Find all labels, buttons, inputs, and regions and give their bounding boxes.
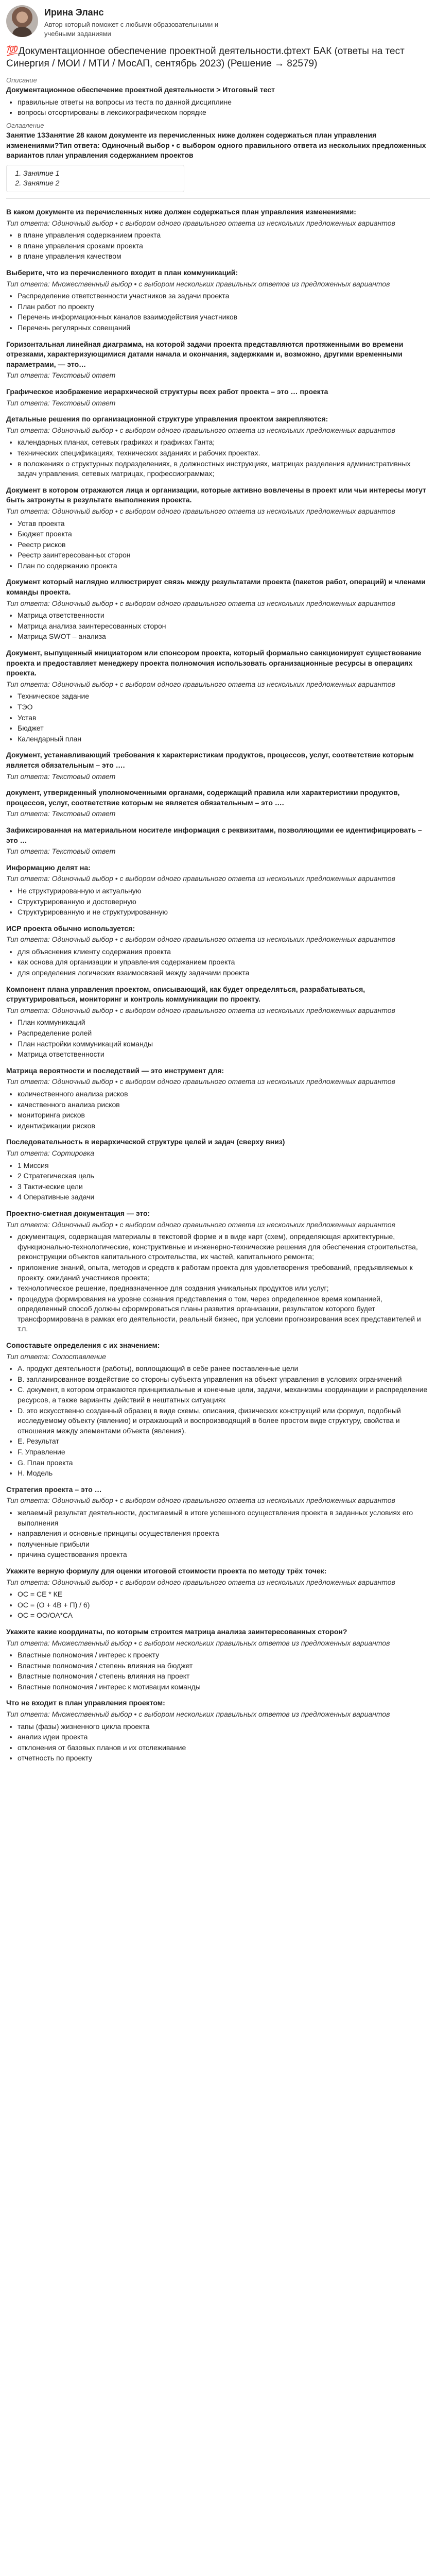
description-label: Описание (6, 76, 37, 84)
answer-option: • ТЭО (18, 702, 430, 713)
answer-option: • причина существования проекта (18, 1550, 430, 1560)
answer-option: • как основа для организации и управления содержанием проекта (18, 957, 430, 968)
answer-type: Тип ответа: Одиночный выбор • с выбором одного правильного ответа из нескольких предложенных вариантов (6, 1496, 395, 1505)
questions-list (6, 207, 430, 1764)
answer-option: • желаемый результат деятельности, достигаемый в итоге успешного осуществления проекта в заданных условиях его выполнения (18, 1508, 430, 1528)
answer-type: Тип ответа: Одиночный выбор • с выбором одного правильного ответа из нескольких предложенных вариантов (6, 680, 395, 688)
question-text: Укажите верную формулу для оценки итоговой стоимости проекта по методу трёх точек: (6, 1566, 327, 1575)
answer-option: • Матрица анализа заинтересованных сторон (18, 621, 430, 632)
toc-list (13, 168, 178, 189)
answer-type: Тип ответа: Одиночный выбор • с выбором одного правильного ответа из нескольких предложенных вариантов (6, 935, 395, 944)
question (6, 825, 430, 857)
answer-option: • в плане управления качеством (18, 251, 430, 262)
answer-option: • процедура формирования на уровне сознания представления о том, через определенное время компанией, определенный способ должны сформироваться планы развития организации, результатом которого будет трансформирована в рамках его деятельности, реальный бизнес, при условии прогнозирования всех представителей и т.п. (18, 1294, 430, 1334)
answer-options (6, 947, 430, 978)
answer-option: • План коммуникаций (18, 1018, 430, 1028)
question-text: Матрица вероятности и последствий — это инструмент для: (6, 1066, 224, 1075)
answer-options (6, 1722, 430, 1764)
answer-options (6, 291, 430, 333)
answer-option: • Властные полномочия / степень влияния на бюджет (18, 1661, 430, 1671)
answer-option: • Структурированную и достоверную (18, 897, 430, 907)
answer-option: • отклонения от базовых планов и их отслеживание (18, 1743, 430, 1753)
question (6, 1066, 430, 1131)
answer-option: • тапы (фазы) жизненного цикла проекта (18, 1722, 430, 1732)
answer-option: • Не структурированную и актуальную (18, 886, 430, 896)
question (6, 207, 430, 262)
answer-option: • приложение знаний, опыта, методов и средств к работам проекта для удовлетворения требований, предъявляемых к проекту, ожиданий участников проекта; (18, 1263, 430, 1283)
answer-type: Тип ответа: Текстовый ответ (6, 398, 116, 407)
answer-options (6, 437, 430, 479)
answer-type: Тип ответа: Одиночный выбор • с выбором одного правильного ответа из нескольких предложенных вариантов (6, 1220, 395, 1229)
answer-options (6, 519, 430, 571)
answer-option: • C. документ, в котором отражаются принципиальные и конечные цели, задачи, механизмы координации и распределение ресурсов, а также варианты действий в нештатных ситуациях (18, 1385, 430, 1405)
question-text: Что не входит в план управления проектом: (6, 1699, 165, 1707)
answer-option: • 2 Стратегическая цель (18, 1171, 430, 1181)
question-text: Зафиксированная на материальном носителе информация с реквизитами, позволяющими ее идентифицировать – это … (6, 825, 422, 844)
answer-option: • отчетность по проекту (18, 1753, 430, 1764)
contents-heading: Занятие 13Занятие 28 каком документе из перечисленных ниже должен содержаться план управления изменениями?Тип ответа: Одиночный выбор • с выбором одного правильного ответа из нескольких предложенных вариантов план управления содержанием проектов (6, 131, 426, 160)
question-text: Документ в котором отражаются лица и организации, которые активно вовлечены в проект или чьи интересы могут быть затронуты в результате выполнения проекта. (6, 485, 426, 504)
answer-option: • для определения логических взаимосвязей между задачами проекта (18, 968, 430, 978)
answer-option: • A. продукт деятельности (работы), воплощающий в себе ранее поставленные цели (18, 1364, 430, 1374)
contents-label: Оглавление (6, 121, 44, 129)
answer-option: • идентификации рисков (18, 1121, 430, 1131)
list-item: • вопросы отсортированы в лексикографическом порядке (18, 108, 430, 118)
answer-option: • в положениях о структурных подразделениях, в должностных инструкциях, матрицах разделения административных задач управления, сетевых матрицах, профессиограммах; (18, 459, 430, 479)
answer-option: • документация, содержащая материалы в текстовой форме и в виде карт (схем), определяющая архитектурные, функционально-технологические, конструктивные и инженерно-технические решения для обеспечения строительства, реконструкции объектов капитального строительства, их частей, капитального ремонта; (18, 1232, 430, 1262)
question (6, 750, 430, 782)
answer-option: • Распределение ответственности участников за задачи проекта (18, 291, 430, 301)
answer-option: • Властные полномочия / интерес к мотивации команды (18, 1682, 430, 1692)
question-text: Документ который наглядно иллюстрирует связь между результатами проекта (пакетов работ, операций) и членами команды проекта. (6, 578, 426, 597)
answer-type: Тип ответа: Множественный выбор • с выбором нескольких правильных ответов из предложенных вариантов (6, 279, 390, 288)
answer-option: • Техническое задание (18, 691, 430, 702)
author-avatar[interactable] (6, 5, 38, 37)
toc-item (23, 178, 178, 189)
question (6, 414, 430, 479)
answer-type: Тип ответа: Одиночный выбор • с выбором одного правильного ответа из нескольких предложенных вариантов (6, 599, 395, 607)
question (6, 577, 430, 642)
answer-type: Тип ответа: Текстовый ответ (6, 772, 116, 781)
answer-option: • Властные полномочия / степень влияния на проект (18, 1671, 430, 1682)
question-text: Стратегия проекта – это … (6, 1485, 102, 1494)
answer-type: Тип ответа: Сопоставление (6, 1352, 107, 1361)
answer-option: • Властные полномочия / интерес к проекту (18, 1650, 430, 1660)
page-title: 💯Документационное обеспечение проектной деятельности.фтехт БАК (ответы на тест Синергия / МОИ / МТИ / МосАП, сентябрь 2023) (Решение → 82579) (6, 45, 405, 70)
answer-option: • технических спецификациях, технических заданиях и рабочих проектах. (18, 448, 430, 459)
answer-options (6, 1508, 430, 1560)
answer-option: • План настройки коммуникаций команды (18, 1039, 430, 1049)
question (6, 1627, 430, 1692)
answer-option: • направления и основные принципы осуществления проекта (18, 1529, 430, 1539)
question (6, 268, 430, 333)
answer-type: Тип ответа: Множественный выбор • с выбором нескольких правильных ответов из предложенных вариантов (6, 1710, 390, 1719)
answer-option: • 4 Оперативные задачи (18, 1192, 430, 1202)
answer-option: • Матрица SWOT – анализа (18, 632, 430, 642)
answer-option: • Перечень информационных каналов взаимодействия участников (18, 312, 430, 323)
question-text: Документ, выпущенный инициатором или спонсором проекта, который формально санкционирует существование проекта и предоставляет менеджеру проекта полномочия использовать организационные ресурсы в операциях проекта. (6, 649, 422, 677)
answer-type: Тип ответа: Одиночный выбор • с выбором одного правильного ответа из нескольких предложенных вариантов (6, 1006, 395, 1014)
answer-options (6, 230, 430, 262)
question-text: Компонент плана управления проектом, описывающий, как будет определяться, разрабатываться, структурироваться, мониторинг и контроль коммуникации по проекту. (6, 985, 365, 1004)
question-text: ИСР проекта обычно используется: (6, 924, 135, 933)
answer-option: • План по содержанию проекта (18, 561, 430, 571)
answer-option: • в плане управления содержанием проекта (18, 230, 430, 241)
answer-option: • 3 Тактические цели (18, 1182, 430, 1192)
answer-option: • D. это искусственно созданный образец в виде схемы, описания, физических конструкций или формул, подобный исследуемому объекту (явлению) и отражающий и воспроизводящий в более простом виде структуру, свойства и отношения между элементами объекта (явления). (18, 1406, 430, 1436)
list-item: • правильные ответы на вопросы из теста по данной дисциплине (18, 97, 430, 108)
answer-option: • Устав проекта (18, 519, 430, 529)
answer-option: • ОС = ОО/ОА*СА (18, 1611, 430, 1621)
question (6, 1566, 430, 1621)
answer-option: • ОС = (О + 4В + П) / 6) (18, 1600, 430, 1611)
question (6, 1209, 430, 1334)
author-name[interactable]: Ирина Эланс (44, 7, 104, 18)
question-text: Горизонтальная линейная диаграмма, на которой задачи проекта представляются протяженными во времени отрезками, характеризующимися датами начала и окончания, задержками и, возможно, другими временными параметрами, — это… (6, 340, 404, 368)
answer-type: Тип ответа: Одиночный выбор • с выбором одного правильного ответа из нескольких предложенных вариантов (6, 506, 395, 515)
answer-option: • Матрица ответственности (18, 611, 430, 621)
divider (6, 198, 430, 199)
question (6, 924, 430, 978)
answer-type: Тип ответа: Одиночный выбор • с выбором одного правильного ответа из нескольких предложенных вариантов (6, 218, 395, 227)
question (6, 485, 430, 571)
answer-type: Тип ответа: Текстовый ответ (6, 809, 116, 818)
question-text: Информацию делят на: (6, 863, 91, 872)
answer-option: • полученные прибыли (18, 1539, 430, 1550)
answer-option: • F. Управление (18, 1447, 430, 1458)
answer-option: • Перечень регулярных совещаний (18, 323, 430, 333)
question-text: Укажите какие координаты, по которым строится матрица анализа заинтересованных сторон? (6, 1627, 347, 1636)
answer-options (6, 1232, 430, 1334)
question (6, 985, 430, 1060)
answer-options (6, 691, 430, 744)
answer-options (6, 1089, 430, 1131)
question-text: Сопоставьте определения с их значением: (6, 1341, 160, 1350)
answer-type: Тип ответа: Одиночный выбор • с выбором одного правильного ответа из нескольких предложенных вариантов (6, 426, 395, 434)
author-info (44, 5, 230, 39)
answer-type: Тип ответа: Одиночный выбор • с выбором одного правильного ответа из нескольких предложенных вариантов (6, 874, 395, 883)
answer-option: • Устав (18, 713, 430, 723)
question-text: Документ, устанавливающий требования к характеристикам продуктов, процессов, услуг, соответствие которым является обязательным – это …. (6, 751, 414, 769)
answer-options (6, 886, 430, 918)
answer-option: • Матрица ответственности (18, 1049, 430, 1060)
answer-type: Тип ответа: Текстовый ответ (6, 371, 116, 380)
toc-link[interactable]: Занятие 2 (23, 179, 60, 188)
table-of-contents (6, 165, 184, 192)
description-heading: Документационное обеспечение проектной деятельности > Итоговый тест (6, 86, 275, 94)
question (6, 1341, 430, 1479)
answer-option: • H. Модель (18, 1468, 430, 1479)
answer-option: • анализ идеи проекта (18, 1732, 430, 1742)
question (6, 340, 430, 381)
question (6, 1698, 430, 1764)
answer-option: • календарных планах, сетевых графиках и графиках Ганта; (18, 437, 430, 448)
toc-link[interactable]: Занятие 1 (23, 168, 60, 177)
question (6, 387, 430, 408)
author-card (6, 5, 430, 39)
question-text: документ, утвержденный уполномоченными органами, содержащий правила или характеристики продуктов, процессов, услуг, соответствие которым не является обязательным – это …. (6, 788, 400, 807)
answer-option: • ОС = СЕ * КЕ (18, 1589, 430, 1600)
answer-option: • в плане управления сроками проекта (18, 241, 430, 251)
answer-type: Тип ответа: Сортировка (6, 1148, 95, 1157)
question-text: Детальные решения по организационной структуре управления проектом закрепляются: (6, 415, 328, 423)
question-text: Графическое изображение иерархической структуры всех работ проекта – это … проекта (6, 387, 328, 396)
answer-option: • количественного анализа рисков (18, 1089, 430, 1099)
answer-options (6, 1018, 430, 1059)
question-text: В каком документе из перечисленных ниже должен содержаться план управления изменениями: (6, 208, 356, 216)
question (6, 788, 430, 819)
question-text: Последовательность в иерархической структуре целей и задач (сверху вниз) (6, 1138, 285, 1146)
description-list (6, 97, 430, 118)
answer-option: • Бюджет (18, 723, 430, 734)
answer-options (6, 1161, 430, 1202)
answer-option: • Реестр заинтересованных сторон (18, 550, 430, 561)
answer-option: • Распределение ролей (18, 1028, 430, 1039)
answer-type: Тип ответа: Текстовый ответ (6, 847, 116, 856)
question (6, 648, 430, 744)
answer-option: • E. Результат (18, 1436, 430, 1447)
answer-option: • мониторинга рисков (18, 1110, 430, 1121)
answer-option: • технологическое решение, предназначенное для создания уникальных продуктов или услуг; (18, 1283, 430, 1294)
question (6, 1485, 430, 1560)
answer-option: • для объяснения клиенту содержания проекта (18, 947, 430, 957)
toc-item (23, 168, 178, 179)
author-description: Автор который поможет с любыми образовательными и учебными заданиями (44, 21, 219, 38)
answer-option: • План работ по проекту (18, 302, 430, 312)
question (6, 863, 430, 918)
answer-type: Тип ответа: Одиночный выбор • с выбором одного правильного ответа из нескольких предложенных вариантов (6, 1077, 395, 1086)
answer-options (6, 1589, 430, 1621)
answer-option: • качественного анализа рисков (18, 1100, 430, 1110)
question (6, 1137, 430, 1202)
answer-option: • 1 Миссия (18, 1161, 430, 1171)
answer-options (6, 611, 430, 642)
answer-option: • Структурированную и не структурированную (18, 907, 430, 918)
answer-option: • B. запланированное воздействие со стороны субъекта управления на объект управления в условиях ограничений (18, 1375, 430, 1385)
answer-option: • Календарный план (18, 734, 430, 744)
question-text: Выберите, что из перечисленного входит в план коммуникаций: (6, 268, 238, 277)
answer-option: • Реестр рисков (18, 540, 430, 550)
answer-type: Тип ответа: Одиночный выбор • с выбором одного правильного ответа из нескольких предложенных вариантов (6, 1578, 395, 1586)
answer-options (6, 1650, 430, 1692)
answer-type: Тип ответа: Множественный выбор • с выбором нескольких правильных ответов из предложенных вариантов (6, 1638, 390, 1647)
question-text: Проектно-сметная документация — это: (6, 1209, 150, 1217)
answer-option: • Бюджет проекта (18, 529, 430, 539)
answer-options (6, 1364, 430, 1479)
answer-option: • G. План проекта (18, 1458, 430, 1468)
